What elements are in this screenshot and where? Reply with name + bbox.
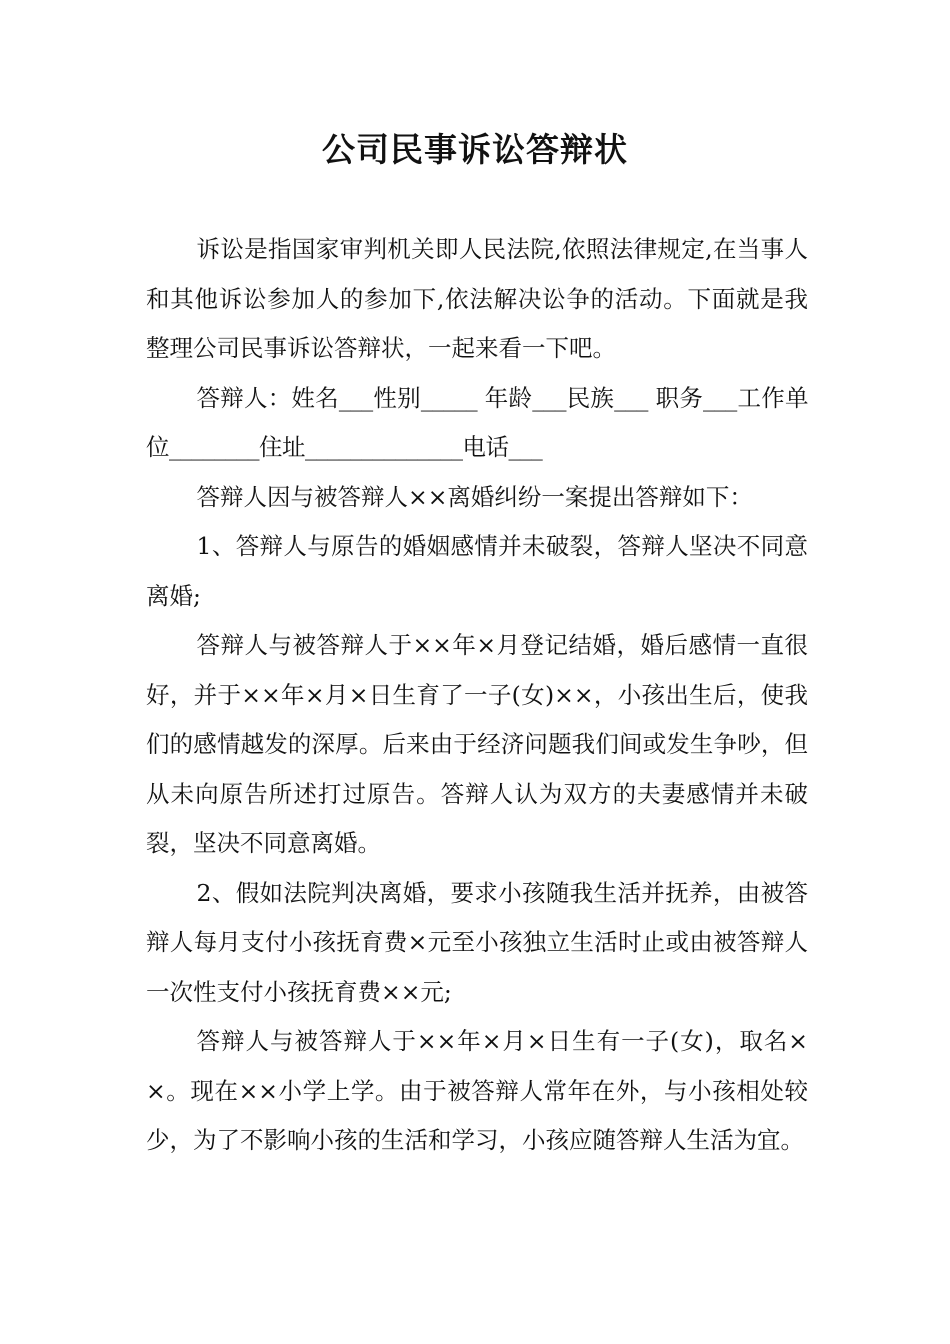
respondent-info-paragraph: 答辩人：姓名___性别_____ 年龄___民族___ 职务___工作单位________住址______________电话___ — [146, 383, 808, 461]
intro-paragraph: 诉讼是指国家审判机关即人民法院,依照法律规定,在当事人和其他诉讼参加人的参加下,依法解决讼争的活动。下面就是我整理公司民事诉讼答辩状，一起来看一下吧。 — [146, 235, 808, 362]
point-two-paragraph: 2、假如法院判决离婚，要求小孩随我生活并抚养，由被答辩人每月支付小孩抚育费×元至小孩独立生活时止或由被答辩人一次性支付小孩抚育费××元; — [146, 878, 808, 1006]
point-one-paragraph: 1、答辩人与原告的婚姻感情并未破裂，答辩人坚决不同意离婚; — [146, 532, 808, 610]
point-two-detail-paragraph: 答辩人与被答辩人于××年×月×日生有一子(女)，取名××。现在××小学上学。由于被答辩人常年在外，与小孩相处较少，为了不影响小孩的生活和学习，小孩应随答辩人生活为宜。 — [146, 1027, 808, 1154]
document-body — [146, 225, 808, 1166]
document-title: 公司民事诉讼答辩状 — [322, 130, 628, 169]
defense-statement-paragraph: 答辩人因与被答辩人××离婚纠纷一案提出答辩如下： — [196, 482, 753, 511]
point-one-detail-paragraph: 答辩人与被答辩人于××年×月登记结婚，婚后感情一直很好，并于××年×月×日生育了一子(女)××，小孩出生后，使我们的感情越发的深厚。后来由于经济问题我们间或发生争吵，但从未向原告所述打过原告。答辩人认为双方的夫妻感情并未破裂，坚决不同意离婚。 — [146, 631, 808, 857]
